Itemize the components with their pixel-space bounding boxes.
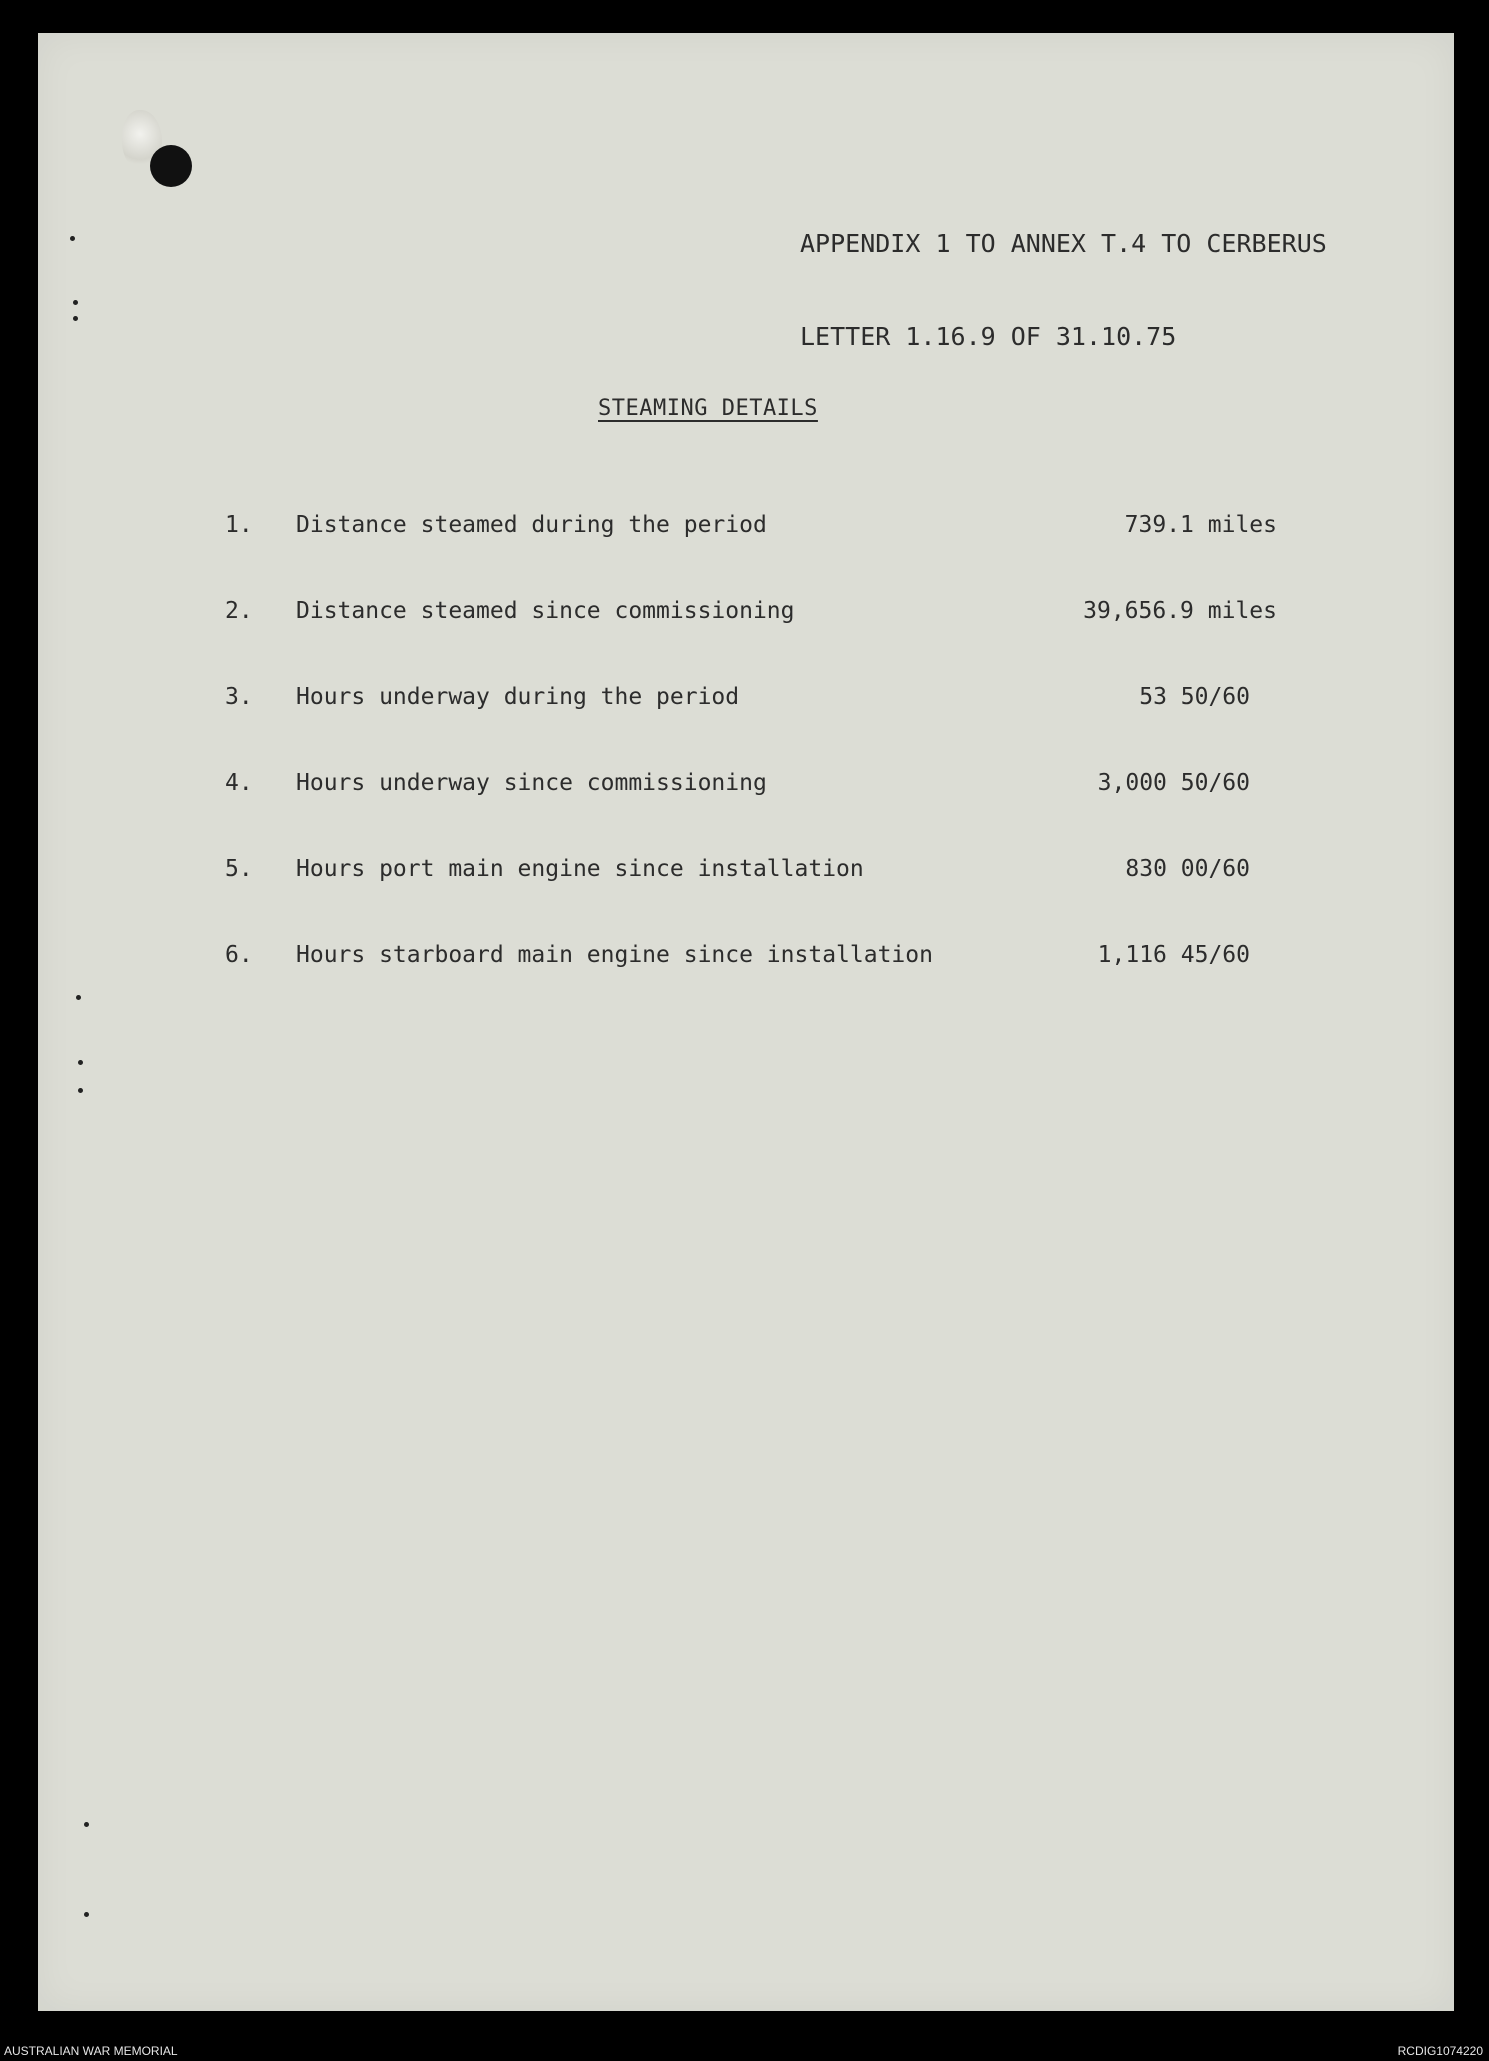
item-label: Hours port main engine since installation xyxy=(296,856,864,882)
item-label: Distance steamed since commissioning xyxy=(296,598,795,624)
margin-dot xyxy=(73,300,78,305)
item-value: 53 50/60 xyxy=(1139,684,1250,710)
page-title: STEAMING DETAILS xyxy=(598,396,818,421)
item-value: 1,116 45/60 xyxy=(1097,942,1250,968)
item-label: Distance steamed during the period xyxy=(296,512,767,538)
item-number: 2. xyxy=(225,598,253,624)
item-number: 5. xyxy=(225,856,253,882)
margin-dot xyxy=(70,236,75,241)
punch-hole xyxy=(150,145,192,187)
margin-dot xyxy=(84,1912,89,1917)
margin-dot xyxy=(76,995,81,1000)
margin-dot xyxy=(78,1060,83,1065)
item-number: 3. xyxy=(225,684,253,710)
archive-credit: AUSTRALIAN WAR MEMORIAL xyxy=(4,2044,178,2058)
item-value: 830 00/60 xyxy=(1125,856,1250,882)
list-item xyxy=(0,942,1489,982)
item-label: Hours underway during the period xyxy=(296,684,740,710)
reference-line-1: APPENDIX 1 TO ANNEX T.4 TO CERBERUS xyxy=(800,229,1327,258)
document-reference xyxy=(800,166,1327,383)
margin-dot xyxy=(78,1088,83,1093)
item-value: 739.1 miles xyxy=(1124,512,1277,538)
list-item xyxy=(0,598,1489,638)
reference-line-2: LETTER 1.16.9 OF 31.10.75 xyxy=(800,322,1177,351)
item-number: 4. xyxy=(225,770,253,796)
list-item xyxy=(0,770,1489,810)
item-number: 6. xyxy=(225,942,253,968)
margin-dot xyxy=(84,1822,89,1827)
item-value: 3,000 50/60 xyxy=(1097,770,1250,796)
list-item xyxy=(0,512,1489,552)
archive-id: RCDIG1074220 xyxy=(1397,2044,1483,2058)
item-number: 1. xyxy=(225,512,253,538)
list-item xyxy=(0,856,1489,896)
item-label: Hours underway since commissioning xyxy=(296,770,767,796)
margin-dot xyxy=(73,316,78,321)
list-item xyxy=(0,684,1489,724)
item-label: Hours starboard main engine since installation xyxy=(296,942,933,968)
item-value: 39,656.9 miles xyxy=(1083,598,1277,624)
